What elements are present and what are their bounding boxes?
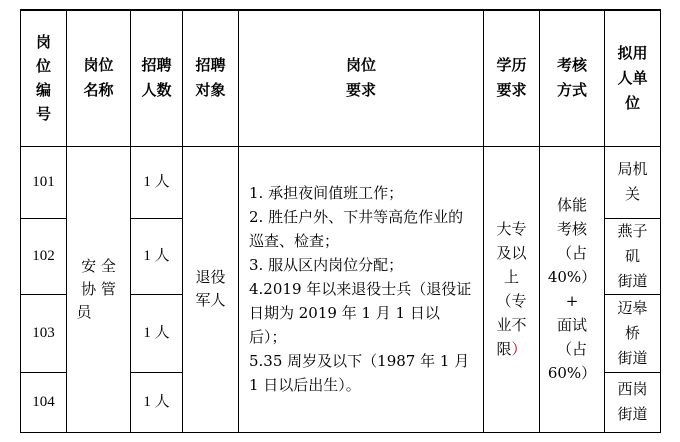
requirement-item: 5.35 周岁及以下（1987 年 1 月 1 日以后出生）。: [249, 352, 470, 394]
position-code: 102: [21, 218, 67, 294]
education-requirement: 大专 及以 上 （专 业不 限）: [484, 146, 540, 432]
header-position-name: 岗位 名称: [67, 10, 131, 146]
table-row: [21, 146, 661, 218]
hiring-unit: 局机 关: [605, 146, 661, 218]
header-target: 招聘 对象: [183, 10, 239, 146]
hire-count: 1 人: [131, 294, 183, 372]
target-group: 退役 军人: [183, 146, 239, 432]
hiring-unit: 燕子 矶 街道: [605, 218, 661, 294]
hire-count: 1 人: [131, 146, 183, 218]
header-requirements: 岗位 要求: [239, 10, 484, 146]
requirement-item: 2. 胜任户外、下井等高危作业的巡查、检查；: [249, 208, 464, 250]
exam-method: 体能 考核 （占 40%） + 面试 （占 60%）: [540, 146, 605, 432]
position-name: 安 全 协 管 员: [67, 146, 131, 432]
hiring-unit: 迈皋 桥 街道: [605, 294, 661, 372]
hiring-unit: 西岗 街道: [605, 372, 661, 432]
closing-paren: ）: [511, 340, 527, 358]
position-code: 104: [21, 372, 67, 432]
position-code: 101: [21, 146, 67, 218]
header-unit: 拟用 人单 位: [605, 10, 661, 146]
requirement-item: 1. 承担夜间值班工作；: [249, 184, 404, 202]
recruitment-table: [20, 9, 661, 433]
position-requirements: [239, 146, 484, 432]
header-position-code: 岗位编号: [21, 10, 67, 146]
header-education: 学历 要求: [484, 10, 540, 146]
header-hire-count: 招聘 人数: [131, 10, 183, 146]
hire-count: 1 人: [131, 218, 183, 294]
requirement-item: 3. 服从区内岗位分配；: [249, 256, 404, 274]
requirement-item: 4.2019 年以来退役士兵（退役证日期为 2019 年 1 月 1 日以后）；: [249, 280, 472, 346]
position-code: 103: [21, 294, 67, 372]
hire-count: 1 人: [131, 372, 183, 432]
header-exam: 考核 方式: [540, 10, 605, 146]
